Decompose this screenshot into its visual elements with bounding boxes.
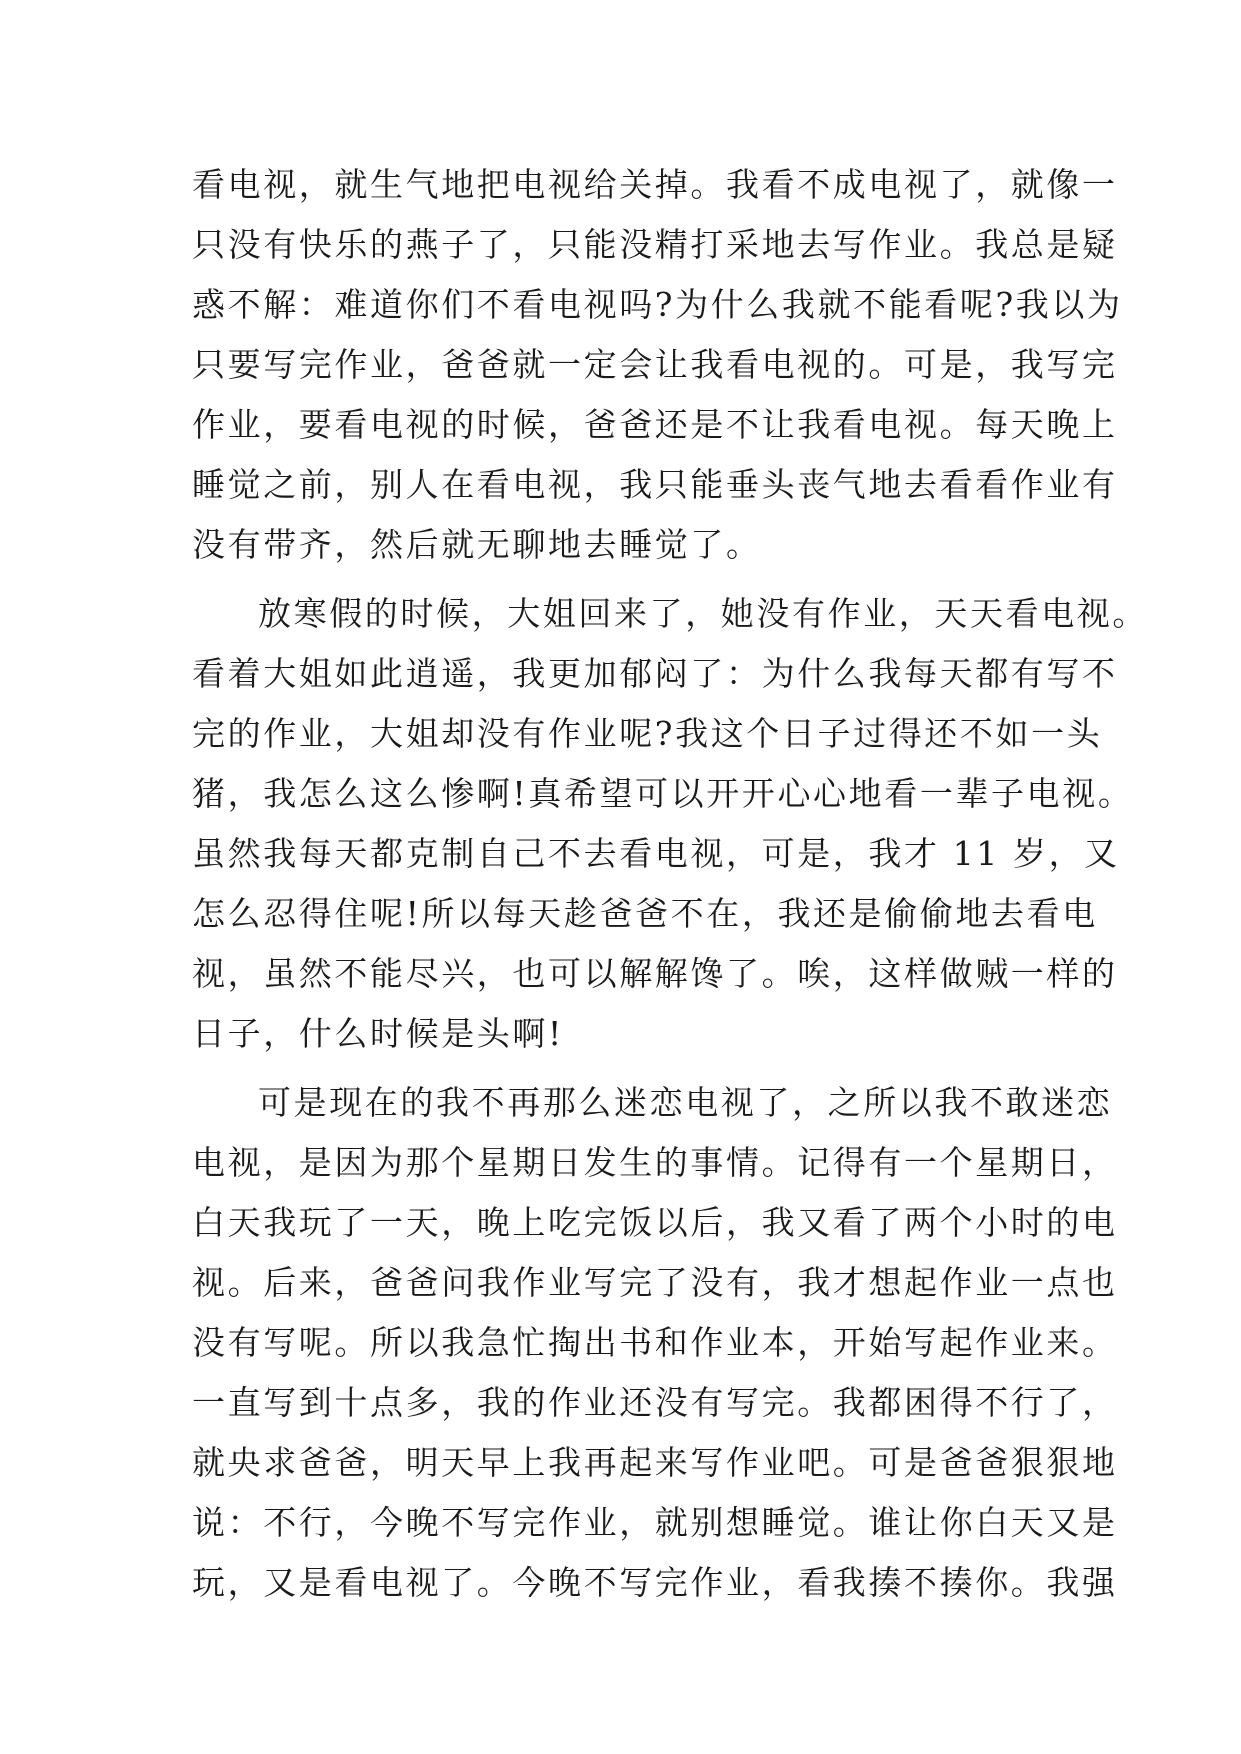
text-line: 看着大姐如此逍遥，我更加郁闷了：为什么我每天都有写不 [192,654,1118,693]
text-line: 看电视，就生气地把电视给关掉。我看不成电视了，就像一 [192,165,1118,204]
text-line: 睡觉之前，别人在看电视，我只能垂头丧气地去看看作业有 [192,465,1118,504]
text-line: 没有带齐，然后就无聊地去睡觉了。 [192,525,762,564]
text-line: 电视，是因为那个星期日发生的事情。记得有一个星期日， [192,1143,1118,1182]
text-line: 视。后来，爸爸问我作业写完了没有，我才想起作业一点也 [192,1263,1118,1302]
text-line: 只没有快乐的燕子了，只能没精打采地去写作业。我总是疑 [192,225,1118,264]
text-line: 惑不解：难道你们不看电视吗?为什么我就不能看呢?我以为 [192,285,1123,324]
text-line: 说：不行，今晚不写完作业，就别想睡觉。谁让你白天又是 [192,1503,1118,1542]
text-line: 玩，又是看电视了。今晚不写完作业，看我揍不揍你。我强 [192,1563,1118,1602]
text-line: 一直写到十点多，我的作业还没有写完。我都困得不行了， [192,1383,1118,1422]
text-line: 就央求爸爸，明天早上我再起来写作业吧。可是爸爸狠狠地 [192,1443,1118,1482]
text-line: 虽然我每天都克制自己不去看电视，可是，我才 11 岁，又 [192,834,1120,873]
text-line: 完的作业，大姐却没有作业呢?我这个日子过得还不如一头 [192,714,1103,753]
paragraph-first-line: 可是现在的我不再那么迷恋电视了，之所以我不敢迷恋 [258,1083,1113,1122]
text-line: 白天我玩了一天，晚上吃完饭以后，我又看了两个小时的电 [192,1203,1118,1242]
text-line: 视，虽然不能尽兴，也可以解解馋了。唉，这样做贼一样的 [192,954,1118,993]
text-line: 没有写呢。所以我急忙掏出书和作业本，开始写起作业来。 [192,1323,1118,1362]
body-text [192,155,1148,1613]
text-line: 日子，什么时候是头啊! [192,1014,564,1053]
paragraph-first-line: 放寒假的时候，大姐回来了，她没有作业，天天看电视。 [258,594,1148,633]
text-line: 猪，我怎么这么惨啊!真希望可以开开心心地看一辈子电视。 [192,774,1134,813]
text-line: 作业，要看电视的时候，爸爸还是不让我看电视。每天晚上 [192,405,1118,444]
text-line: 怎么忍得住呢!所以每天趁爸爸不在，我还是偷偷地去看电 [192,894,1098,933]
text-line: 只要写完作业，爸爸就一定会让我看电视的。可是，我写完 [192,345,1118,384]
